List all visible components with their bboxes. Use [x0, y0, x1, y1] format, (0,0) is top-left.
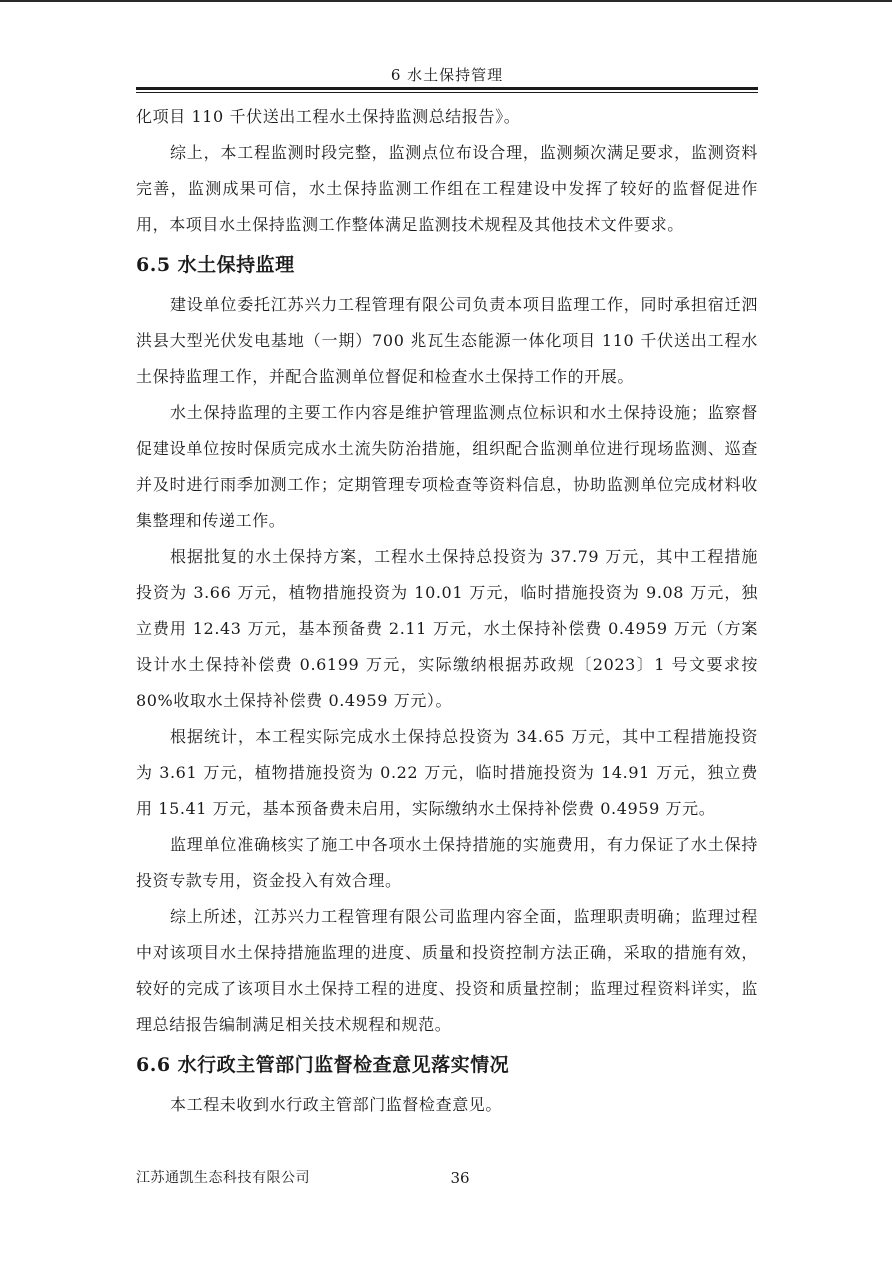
footer-page-number: 36: [450, 1169, 470, 1187]
paragraph-supervision-conclusion: 综上所述，江苏兴力工程管理有限公司监理内容全面，监理职责明确；监理过程中对该项目水土保持措施监理的进度、质量和投资控制方法正确，采取的措施有效，较好的完成了该项目水土保持工程的进度、投资和质量控制；监理过程资料详实，监理总结报告编制满足相关技术规程和规范。: [136, 907, 758, 1034]
document-body: [136, 99, 758, 1123]
paragraph-continuation: 化项目 110 千伏送出工程水土保持监测总结报告》。: [136, 107, 521, 126]
paragraph-supervision-duties: 水土保持监理的主要工作内容是维护管理监测点位标识和水土保持设施；监察督促建设单位按时保质完成水土流失防治措施，组织配合监测单位进行现场监测、巡查并及时进行雨季加测工作；定期管理专项检查等资料信息，协助监测单位完成材料收集整理和传递工作。: [136, 403, 758, 530]
paragraph-approved-investment: 根据批复的水土保持方案，工程水土保持总投资为 37.79 万元，其中工程措施投资为 3.66 万元，植物措施投资为 10.01 万元，临时措施投资为 9.08 万元，独立费用 12.43 万元，基本预备费 2.11 万元，水土保持补偿费 0.4959 万元（方案设计水土保持补偿费 0.6199 万元，实际缴纳根据苏政规〔2023〕1 号文要求按 80%收取水土保持补偿费 0.4959 万元）。: [136, 547, 758, 710]
paragraph-actual-investment: 根据统计，本工程实际完成水土保持总投资为 34.65 万元，其中工程措施投资为 3.61 万元，植物措施投资为 0.22 万元，临时措施投资为 14.91 万元，独立费用 15.41 万元，基本预备费未启用，实际缴纳水土保持补偿费 0.4959 万元。: [136, 727, 758, 818]
running-header-title: 6 水土保持管理: [390, 66, 504, 84]
footer-company-name: 江苏通凯生态科技有限公司: [136, 1170, 310, 1186]
paragraph-inspection-opinion: 本工程未收到水行政主管部门监督检查意见。: [170, 1095, 503, 1114]
paragraph-cost-verification: 监理单位准确核实了施工中各项水土保持措施的实施费用，有力保证了水土保持投资专款专用，资金投入有效合理。: [136, 835, 758, 890]
section-heading-6-6: 6.6 水行政主管部门监督检查意见落实情况: [136, 1054, 510, 1076]
page-top-border: [0, 0, 892, 2]
header-rule-thick: [136, 87, 758, 90]
paragraph-monitoring-summary: 综上，本工程监测时段完整，监测点位布设合理，监测频次满足要求，监测资料完善，监测成果可信，水土保持监测工作组在工程建设中发挥了较好的监督促进作用，本项目水土保持监测工作整体满足监测技术规程及其他技术文件要求。: [136, 143, 758, 234]
header-rule-thin: [136, 92, 758, 93]
section-heading-6-5: 6.5 水土保持监理: [136, 254, 295, 276]
paragraph-supervision-entrust: 建设单位委托江苏兴力工程管理有限公司负责本项目监理工作，同时承担宿迁泗洪县大型光伏发电基地（一期）700 兆瓦生态能源一体化项目 110 千伏送出工程水土保持监理工作，并配合监测单位督促和检查水土保持工作的开展。: [136, 295, 758, 386]
